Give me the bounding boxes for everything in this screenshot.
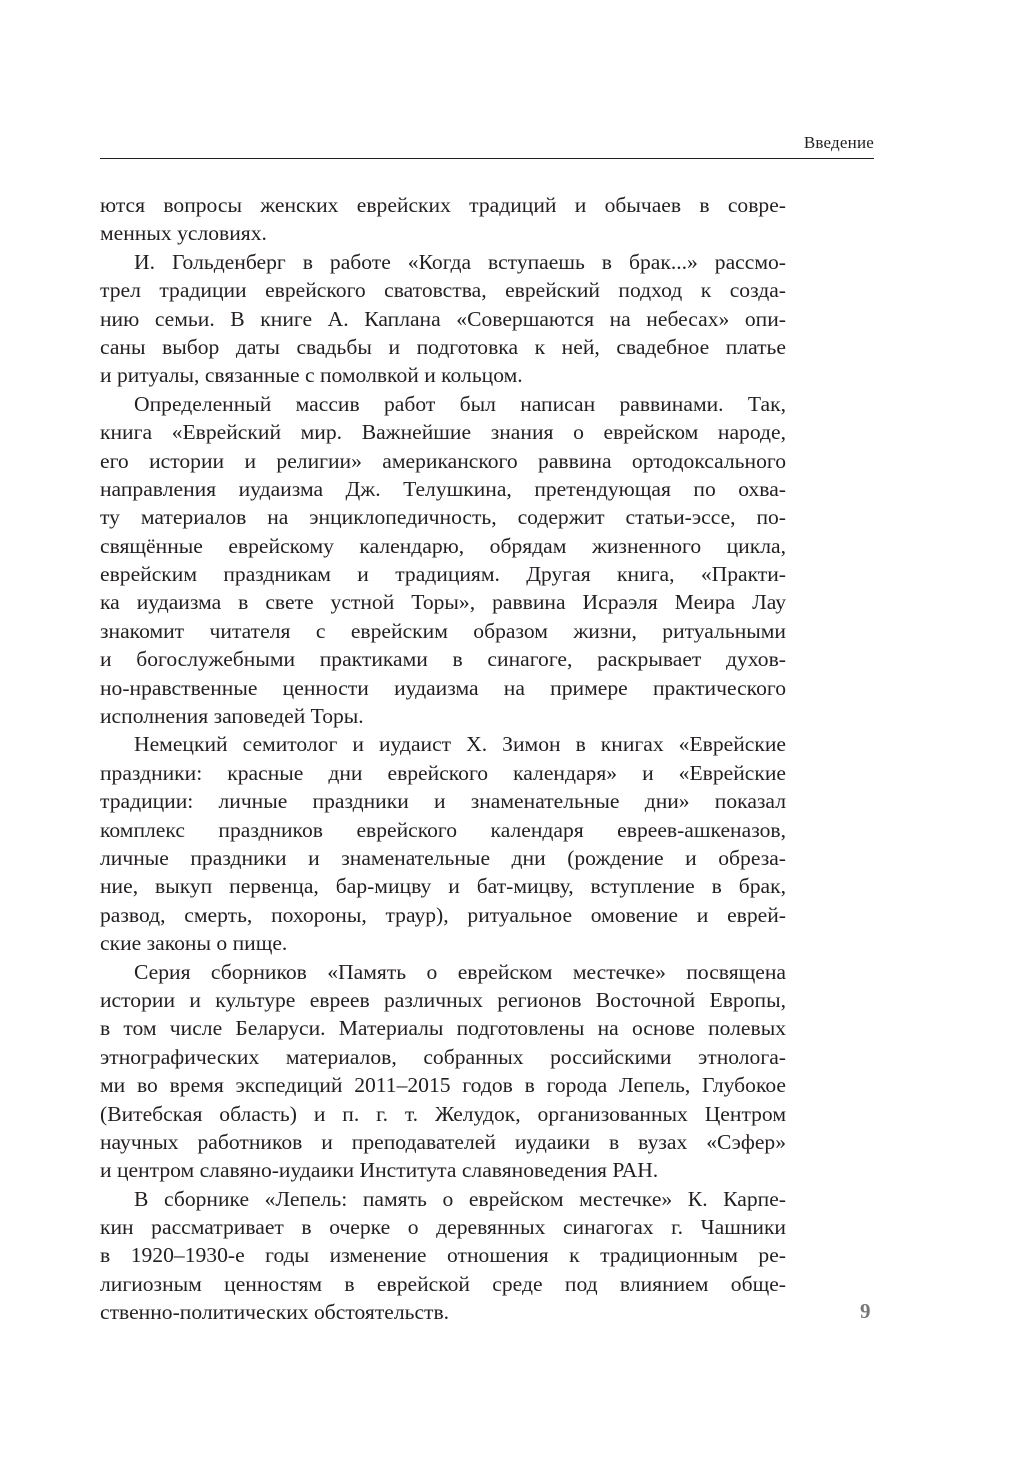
text-line: ту материалов на энциклопедичность, содержит статьи-эссе, по- (100, 505, 786, 530)
text-line: Немецкий семитолог и иудаист Х. Зимон в книгах «Еврейские (134, 732, 786, 757)
text-line: еврейским праздникам и традициям. Другая книга, «Практи- (100, 562, 786, 587)
text-line: трел традиции еврейского сватовства, еврейский подход к созда- (100, 278, 786, 303)
text-line: (Витебская область) и п. г. т. Желудок, организованных Центром (100, 1101, 786, 1126)
text-line: праздники: красные дни еврейского календаря» и «Еврейские (100, 760, 786, 785)
page-number: 9 (860, 1299, 871, 1323)
text-line: саны выбор даты свадьбы и подготовка к ней, свадебное платье (100, 334, 786, 359)
text-line: научных работников и преподавателей иудаики в вузах «Сэфер» (100, 1129, 786, 1154)
text-line: ские законы о пище. (100, 931, 288, 956)
text-line: в 1920–1930-е годы изменение отношения к традиционным ре- (100, 1243, 786, 1268)
text-line: традиции: личные праздники и знаменательные дни» показал (100, 789, 786, 814)
paragraph (100, 248, 786, 390)
text-line: кин рассматривает в очерке о деревянных синагогах г. Чашники (100, 1215, 786, 1240)
text-line: ка иудаизма в свете устной Торы», раввина Исраэля Меира Лау (100, 590, 786, 615)
text-line: ми во время экспедиций 2011–2015 годов в города Лепель, Глубокое (100, 1073, 786, 1098)
text-line: лигиозным ценностям в еврейской среде под влиянием обще- (100, 1271, 786, 1296)
text-line: исполнения заповедей Торы. (100, 704, 364, 729)
running-head-title: Введение (803, 133, 874, 152)
paragraph (100, 730, 786, 957)
text-line: менных условиях. (100, 221, 267, 246)
text-line: книга «Еврейский мир. Важнейшие знания о еврейском народе, (100, 420, 786, 445)
text-line: в том числе Беларуси. Материалы подготовлены на основе полевых (100, 1016, 786, 1041)
paragraph (100, 390, 786, 731)
body-text (100, 191, 786, 1327)
text-line: но-нравственные ценности иудаизма на примере практического (100, 675, 786, 700)
text-line: развод, смерть, похороны, траур), ритуальное омовение и еврей- (100, 902, 786, 927)
text-line: и ритуалы, связанные с помолвкой и кольцом. (100, 363, 523, 388)
text-line: Серия сборников «Память о еврейском местечке» посвящена (134, 959, 786, 984)
paragraph (100, 1185, 786, 1327)
text-line: его истории и религии» американского раввина ортодоксального (100, 448, 786, 473)
text-line: ние, выкуп первенца, бар-мицву и бат-мицву, вступление в брак, (100, 874, 786, 899)
text-line: В сборнике «Лепель: память о еврейском местечке» К. Карпе- (134, 1186, 786, 1211)
text-line: и богослужебными практиками в синагоге, раскрывает духов- (100, 647, 786, 672)
text-line: истории и культуре евреев различных регионов Восточной Европы, (100, 987, 786, 1012)
text-line: И. Гольденберг в работе «Когда вступаешь в брак...» рассмо- (134, 249, 786, 274)
text-line: Определенный массив работ был написан раввинами. Так, (134, 391, 786, 416)
paragraph (100, 191, 786, 248)
text-line: комплекс праздников еврейского календаря евреев-ашкеназов, (100, 817, 786, 842)
text-line: направления иудаизма Дж. Телушкина, претендующая по охва- (100, 476, 786, 501)
text-line: знакомит читателя с еврейским образом жизни, ритуальными (100, 618, 786, 643)
text-line: ственно-политических обстоятельств. (100, 1300, 450, 1325)
text-line: ются вопросы женских еврейских традиций и обычаев в совре- (100, 193, 786, 217)
text-line: и центром славяно-иудаики Института славяноведения РАН. (100, 1158, 659, 1183)
text-line: свящённые еврейскому календарю, обрядам жизненного цикла, (100, 533, 786, 558)
paragraph (100, 958, 786, 1185)
text-line: личные праздники и знаменательные дни (рождение и обреза- (100, 845, 786, 870)
text-line: этнографических материалов, собранных российскими этнолога- (100, 1044, 786, 1069)
text-line: нию семьи. В книге А. Каплана «Совершаются на небесах» опи- (100, 306, 786, 331)
running-head (100, 129, 874, 159)
